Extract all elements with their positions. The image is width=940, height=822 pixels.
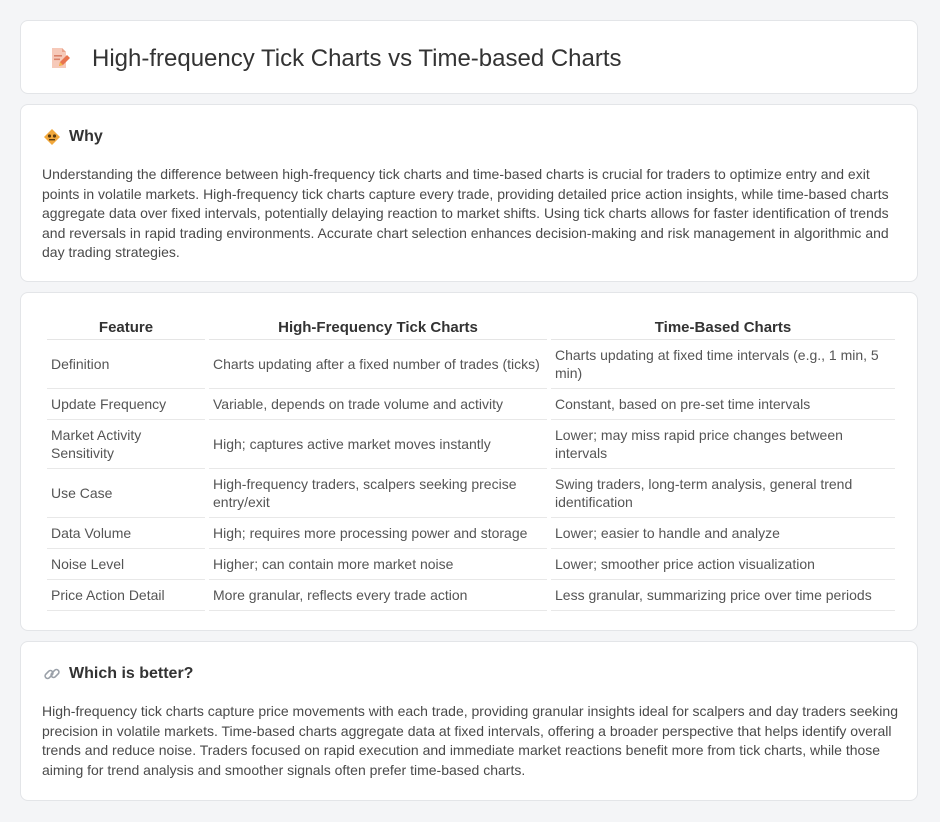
better-title: Which is better?: [69, 665, 194, 682]
table-row: [47, 580, 895, 611]
table-row: [47, 549, 895, 580]
table-row: [47, 420, 895, 469]
comparison-table: [43, 315, 899, 611]
page-title: High-frequency Tick Charts vs Time-based Charts: [92, 45, 622, 72]
table-cell: Lower; may miss rapid price changes between intervals: [551, 420, 895, 469]
why-text: Understanding the difference between high-frequency tick charts and time-based charts is crucial for traders to optimize entry and exit points in volatile markets. High-frequency tick charts capture every trade, providing detailed price action insights, while time-based charts aggregate data over fixed intervals, potentially delaying reaction to market shifts. Using tick charts allows for faster identification of trends and reversals in rapid trading environments. Accurate chart selection enhances decision-making and risk management in algorithmic and day trading strategies.: [42, 166, 889, 261]
which-better-section: [20, 641, 918, 801]
why-section: [20, 104, 918, 282]
table-cell: Lower; smoother price action visualization: [551, 549, 895, 580]
column-header-feature: Feature: [47, 315, 205, 340]
header-card: [20, 20, 918, 94]
table-cell: More granular, reflects every trade action: [209, 580, 547, 611]
better-heading: [43, 662, 193, 686]
table-cell: Charts updating at fixed time intervals (e.g., 1 min, 5 min): [551, 340, 895, 389]
table-cell: Constant, based on pre-set time intervals: [551, 389, 895, 420]
table-row: [47, 389, 895, 420]
table-cell: Update Frequency: [47, 389, 205, 420]
table-cell: Less granular, summarizing price over time periods: [551, 580, 895, 611]
table-header-row: [47, 315, 895, 340]
table-row: [47, 469, 895, 518]
table-cell: Higher; can contain more market noise: [209, 549, 547, 580]
table-cell: Use Case: [47, 469, 205, 518]
table-cell: High; requires more processing power and storage: [209, 518, 547, 549]
table-cell: Definition: [47, 340, 205, 389]
comparison-section: [20, 292, 918, 631]
document-edit-icon: [47, 46, 71, 70]
why-heading: [43, 125, 103, 149]
table-cell: High-frequency traders, scalpers seeking precise entry/exit: [209, 469, 547, 518]
table-cell: Market Activity Sensitivity: [47, 420, 205, 469]
table-cell: Data Volume: [47, 518, 205, 549]
warning-diamond-icon: [43, 128, 61, 146]
link-icon: [43, 665, 61, 683]
table-cell: Price Action Detail: [47, 580, 205, 611]
table-cell: Variable, depends on trade volume and activity: [209, 389, 547, 420]
column-header-time: Time-Based Charts: [551, 315, 895, 340]
table-cell: High; captures active market moves instantly: [209, 420, 547, 469]
table-cell: Charts updating after a fixed number of trades (ticks): [209, 340, 547, 389]
better-text: High-frequency tick charts capture price movements with each trade, providing granular insights ideal for scalpers and day traders seeking precision in volatile markets. Time-based charts aggregate data at fixed intervals, offering a broader perspective that helps identify overall trends and reduce noise. Traders focused on rapid execution and immediate market reactions benefit more from tick charts, while those aiming for trend analysis and smoother signals often prefer time-based charts.: [42, 703, 898, 778]
table-cell: Noise Level: [47, 549, 205, 580]
why-title: Why: [69, 128, 103, 145]
table-cell: Swing traders, long-term analysis, general trend identification: [551, 469, 895, 518]
table-row: [47, 518, 895, 549]
table-row: [47, 340, 895, 389]
table-cell: Lower; easier to handle and analyze: [551, 518, 895, 549]
column-header-tick: High-Frequency Tick Charts: [209, 315, 547, 340]
